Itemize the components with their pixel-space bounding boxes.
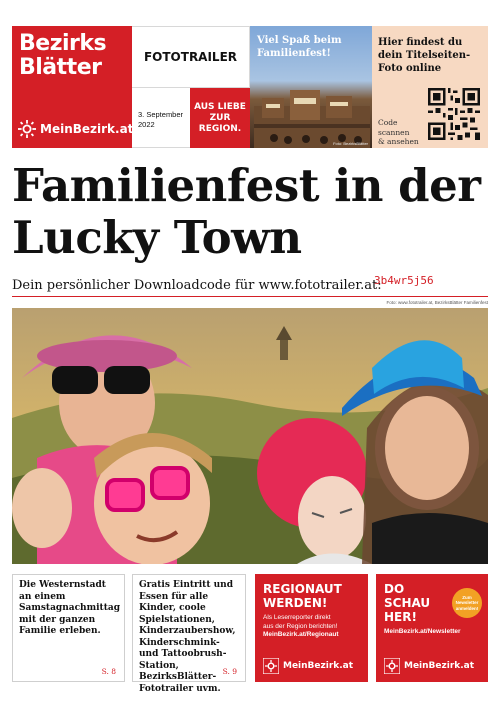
promo-regionaut-title <box>263 582 360 610</box>
newsletter-badge[interactable] <box>452 588 482 618</box>
promo-newsletter-url[interactable]: MeinBezirk.at/Newsletter <box>384 628 461 635</box>
logo-wordmark <box>19 32 106 80</box>
slogan-box <box>190 88 250 148</box>
promo-regionaut-url[interactable]: MeinBezirk.at/Regionaut <box>263 631 339 638</box>
meinbezirk-brand <box>18 120 133 138</box>
promo-newsletter-title-line-3: HER! <box>384 610 417 624</box>
teaser-caption-line-1: Viel Spaß beim <box>257 35 342 46</box>
download-code-label: Dein persönlicher Downloadcode für www.fototrailer.at: <box>12 278 382 293</box>
newsletter-badge-text: Zum Newsletter anmelden! <box>455 594 479 611</box>
family-photo-illustration <box>12 308 488 564</box>
qr-title-line-3: Foto online <box>378 63 442 74</box>
issue-date: 3. September 2022 <box>132 88 190 148</box>
meinbezirk-sun-icon <box>18 120 36 138</box>
bezirksblaetter-logo-panel[interactable] <box>12 26 132 148</box>
teaser-caption-line-2: Familienfest! <box>257 48 331 59</box>
qr-caption-line-3: & ansehen <box>378 137 419 146</box>
meinbezirk-sun-icon <box>263 658 279 674</box>
teaser-caption <box>257 34 342 60</box>
photo-credit: Foto: www.fototrailer.at, BezirksBlätter Familienfest <box>386 300 488 305</box>
page-reference: S. 9 <box>222 667 237 676</box>
teaser-photo-credit: Foto: BezirksBlätter <box>333 141 368 146</box>
qr-title <box>378 36 470 75</box>
logo-line-2: Blätter <box>19 55 102 80</box>
meinbezirk-label: MeinBezirk.at <box>283 661 354 671</box>
promo-regionaut-title-line-2: WERDEN! <box>263 596 328 610</box>
western-fort-illustration <box>254 84 370 148</box>
meinbezirk-brand <box>263 658 353 674</box>
download-code[interactable]: 3b4wr5j56 <box>374 274 434 287</box>
promo-regionaut-title-line-1: REGIONAUT <box>263 582 342 596</box>
promo-regionaut-sub-line-1: Als Leserreporter direkt <box>263 614 331 621</box>
logo-line-1: Bezirks <box>19 31 107 56</box>
headline-line-2: Lucky Town <box>12 211 302 264</box>
cover-photo[interactable] <box>12 308 488 564</box>
qr-title-line-1: Hier findest du <box>378 37 463 48</box>
promo-regionaut-sub-line-2: aus der Region berichten! <box>263 622 338 630</box>
meinbezirk-label: MeinBezirk.at <box>40 122 134 136</box>
teaser-box-westernstadt[interactable] <box>12 574 125 682</box>
qr-panel[interactable] <box>372 26 488 148</box>
promo-newsletter-title-line-1: DO <box>384 582 405 596</box>
promo-newsletter[interactable] <box>376 574 488 682</box>
page-reference: S. 8 <box>101 667 116 676</box>
teaser-box-program[interactable] <box>132 574 246 694</box>
qr-caption <box>378 118 419 147</box>
qr-code-icon[interactable] <box>428 88 480 140</box>
promo-regionaut-sub <box>263 614 360 640</box>
section-label-box <box>132 26 250 88</box>
teaser-box-text: Gratis Eintritt und Essen für alle Kinder, coole Spielstationen, Kinderzaubershow, Kinderschmink- und Tattoobrush-Station, BezirksBlätter-Fototrailer uvm. <box>139 580 236 694</box>
qr-caption-line-1: Code <box>378 118 398 127</box>
qr-caption-line-2: scannen <box>378 127 410 137</box>
meinbezirk-brand <box>384 658 474 674</box>
divider <box>12 296 488 297</box>
qr-title-line-2: dein Titelseiten- <box>378 50 471 61</box>
promo-newsletter-title-line-2: SCHAU <box>384 596 431 610</box>
meinbezirk-sun-icon <box>384 658 400 674</box>
promo-regionaut[interactable] <box>255 574 368 682</box>
slogan-text: AUS LIEBE ZUR REGION. <box>194 101 246 134</box>
teaser-box-text: Die Westernstadt an einem Samstagnachmittag mit der ganzen Familie erleben. <box>19 580 120 636</box>
teaser-photo[interactable] <box>250 26 372 148</box>
headline-line-1: Familienfest in der <box>12 159 481 212</box>
section-label: FOTOTRAILER <box>143 50 238 64</box>
meinbezirk-label: MeinBezirk.at <box>404 661 475 671</box>
main-headline <box>12 160 492 264</box>
